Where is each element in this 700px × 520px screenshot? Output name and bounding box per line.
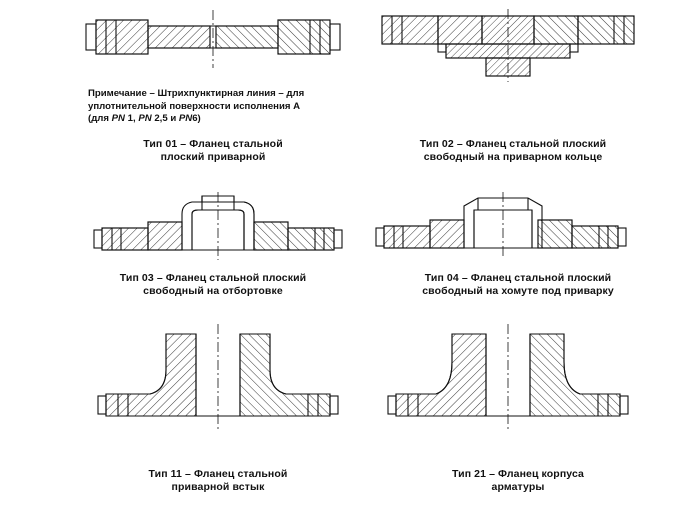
caption-type-11-line1: Тип 11 – Фланец стальной [148,468,288,480]
drawing-type-11 [88,318,348,448]
caption-type-01-line2: плоский приварной [160,151,266,163]
note-line-3: (для PN 1, PN 2,5 и PN6) [88,113,201,124]
drawing-type-01 [78,6,348,76]
drawing-type-04 [368,192,638,262]
note-line-2: уплотнительной поверхности исполнения А [88,100,301,112]
caption-type-01 [68,138,358,164]
figure-type-03 [88,192,348,262]
caption-type-02-line2: свободный на приварном кольце [423,151,603,163]
figure-type-02 [368,6,648,84]
caption-type-04-line2: свободный на хомуте под приварку [422,285,614,297]
caption-type-04 [368,272,668,298]
figure-type-01 [78,6,348,76]
caption-type-03-line1: Тип 03 – Фланец стальной плоский [119,272,307,284]
figure-type-04 [368,192,638,262]
caption-type-01-line1: Тип 01 – Фланец стальной [143,138,283,150]
caption-type-03 [68,272,358,298]
figure-type-11 [88,318,348,448]
drawing-type-21 [378,318,638,448]
caption-type-21-line2: арматуры [491,481,545,493]
note-line-1: Примечание – Штрихпунктирная линия – для [88,88,305,99]
caption-type-03-line2: свободный на отбортовке [143,285,283,297]
caption-type-11 [78,468,358,494]
caption-type-21 [378,468,658,494]
drawing-type-03 [88,192,348,262]
figure-type-21 [378,318,638,448]
caption-type-02-line1: Тип 02 – Фланец стальной плоский [419,138,607,150]
caption-type-11-line2: приварной встык [171,481,265,493]
note-block [88,88,348,126]
caption-type-02 [368,138,658,164]
caption-type-04-line1: Тип 04 – Фланец стальной плоский [424,272,612,284]
caption-type-21-line1: Тип 21 – Фланец корпуса [452,468,584,480]
drawing-type-02 [368,6,648,84]
